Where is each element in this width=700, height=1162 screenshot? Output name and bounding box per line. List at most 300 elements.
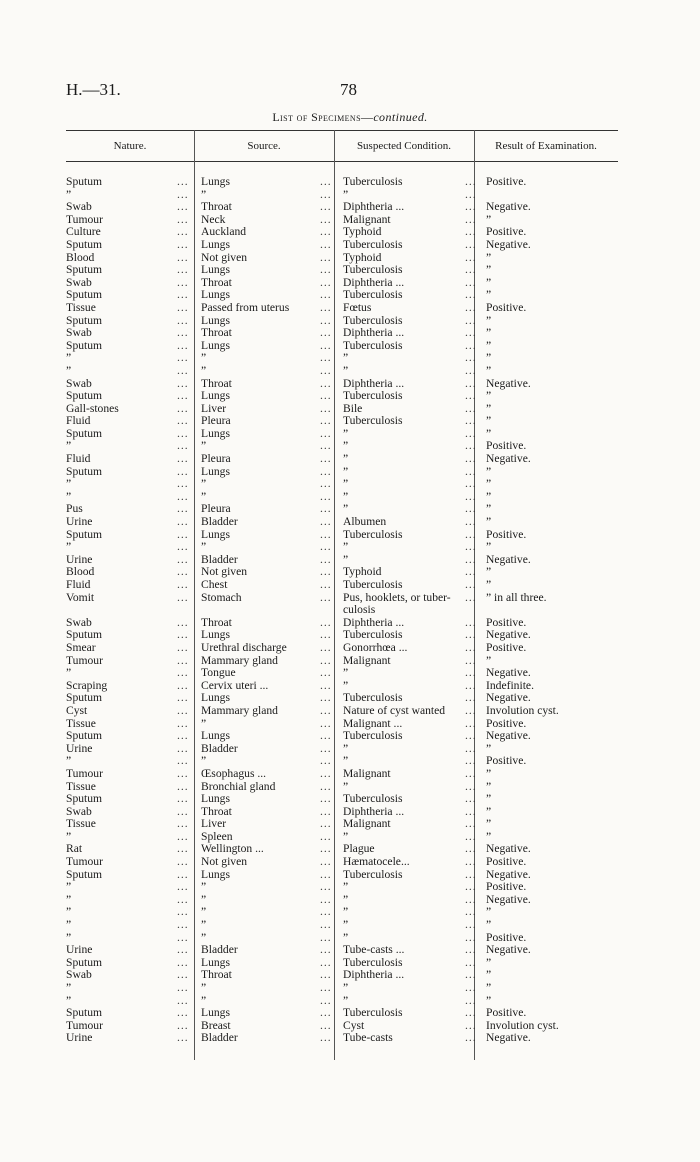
leader-dots: ... (177, 729, 189, 743)
nature-cell: Swab (66, 804, 92, 818)
nature-cell: Sputum (66, 313, 103, 327)
result-cell: Positive. (486, 175, 527, 188)
condition-cell: Fœtus (343, 300, 372, 314)
condition-cell: Tuberculosis (343, 338, 403, 352)
leader-dots: ... (465, 175, 477, 188)
condition-cell: Malignant ... (343, 716, 403, 730)
leader-dots: ... (320, 175, 332, 188)
result-cell: ” (486, 918, 492, 932)
result-cell: Negative. (486, 628, 531, 642)
source-cell: Liver (201, 401, 227, 415)
source-cell: Chest (201, 578, 228, 591)
leader-dots: ... (177, 439, 189, 453)
leader-dots: ... (177, 955, 189, 969)
result-cell: ” (486, 275, 492, 289)
leader-dots: ... (177, 892, 189, 906)
source-cell: Lungs (201, 237, 230, 251)
nature-cell: Swab (66, 275, 92, 289)
nature-cell: Sputum (66, 867, 103, 881)
leader-dots: ... (465, 552, 477, 566)
source-cell: ” (201, 540, 207, 554)
result-cell: ” (486, 212, 492, 226)
nature-cell: Urine (66, 515, 93, 529)
source-cell: Bladder (201, 943, 238, 957)
result-cell: Positive. (486, 880, 527, 894)
leader-dots: ... (177, 918, 189, 932)
leader-dots: ... (177, 212, 189, 226)
source-cell: ” (201, 363, 207, 377)
condition-cell: Albumen (343, 515, 387, 529)
leader-dots: ... (320, 981, 332, 994)
source-cell: Lungs (201, 263, 230, 277)
leader-dots: ... (320, 943, 332, 957)
result-cell: Positive. (486, 300, 527, 314)
leader-dots: ... (177, 288, 189, 302)
nature-cell: Urine (66, 1031, 93, 1045)
nature-cell: Sputum (66, 792, 103, 806)
leader-dots: ... (177, 275, 189, 289)
result-cell: ” (486, 263, 492, 277)
nature-cell: Tissue (66, 817, 96, 831)
source-cell: Wellington ... (201, 842, 264, 856)
result-cell: ” (486, 250, 492, 264)
source-cell: Not given (201, 565, 248, 579)
leader-dots: ... (465, 363, 477, 377)
leader-dots: ... (177, 452, 189, 466)
leader-dots: ... (465, 703, 477, 717)
source-cell: Lungs (201, 1006, 230, 1020)
nature-cell: Sputum (66, 1006, 103, 1020)
leader-dots: ... (465, 905, 477, 919)
leader-dots: ... (465, 1031, 477, 1045)
leader-dots: ... (177, 842, 189, 856)
leader-dots: ... (320, 313, 332, 327)
leader-dots: ... (465, 225, 477, 239)
leader-dots: ... (177, 376, 189, 390)
nature-cell: ” (66, 905, 72, 919)
leader-dots: ... (177, 414, 189, 428)
leader-dots: ... (465, 275, 477, 289)
nature-cell: Swab (66, 200, 92, 214)
leader-dots: ... (320, 414, 332, 428)
leader-dots: ... (177, 515, 189, 529)
leader-dots: ... (177, 338, 189, 352)
leader-dots: ... (177, 779, 189, 793)
condition-cell: Tuberculosis (343, 867, 403, 881)
condition-cell: Plague (343, 842, 375, 856)
leader-dots: ... (177, 237, 189, 251)
leader-dots: ... (320, 565, 332, 579)
result-cell: ” (486, 766, 492, 780)
table-row (0, 944, 700, 957)
leader-dots: ... (465, 527, 477, 541)
leader-dots: ... (177, 1031, 189, 1045)
leader-dots: ... (320, 389, 332, 403)
table-row (0, 239, 700, 252)
condition-cell: Tuberculosis (343, 691, 403, 705)
leader-dots: ... (465, 729, 477, 743)
nature-cell: Fluid (66, 414, 91, 428)
condition-cell: ” (343, 489, 349, 503)
leader-dots: ... (465, 817, 477, 831)
leader-dots: ... (177, 703, 189, 717)
leader-dots: ... (320, 300, 332, 314)
nature-cell: Tissue (66, 779, 96, 793)
nature-cell: ” (66, 187, 72, 201)
result-cell: Positive. (486, 439, 527, 453)
condition-cell: ” (343, 552, 349, 566)
leader-dots: ... (177, 552, 189, 566)
leader-dots: ... (320, 275, 332, 289)
leader-dots: ... (465, 351, 477, 365)
result-cell: ” (486, 804, 492, 818)
nature-cell: Sputum (66, 237, 103, 251)
source-cell: Liver (201, 817, 227, 831)
table-row (0, 529, 700, 542)
result-cell: ” (486, 981, 492, 994)
leader-dots: ... (177, 175, 189, 188)
table-row (0, 856, 700, 869)
table-row (0, 491, 700, 504)
table-row (0, 743, 700, 756)
table-row (0, 894, 700, 907)
source-cell: Urethral discharge (201, 640, 287, 654)
leader-dots: ... (320, 540, 332, 554)
leader-dots: ... (320, 263, 332, 277)
leader-dots: ... (177, 1018, 189, 1032)
leader-dots: ... (320, 892, 332, 906)
source-cell: ” (201, 993, 207, 1007)
leader-dots: ... (320, 691, 332, 705)
leader-dots: ... (177, 968, 189, 982)
leader-dots: ... (177, 880, 189, 894)
result-cell: Positive. (486, 716, 527, 730)
leader-dots: ... (320, 842, 332, 856)
nature-cell: Fluid (66, 578, 91, 591)
nature-cell: Tissue (66, 716, 96, 730)
nature-cell: ” (66, 918, 72, 932)
result-cell: Positive. (486, 615, 527, 629)
leader-dots: ... (177, 615, 189, 629)
specimen-table-body (0, 176, 700, 1045)
source-cell: ” (201, 880, 207, 894)
leader-dots: ... (320, 250, 332, 264)
table-row (0, 818, 700, 831)
column-header-suspected-condition: Suspected Condition. (356, 140, 452, 152)
leader-dots: ... (320, 1006, 332, 1020)
leader-dots: ... (465, 930, 477, 944)
result-cell: ” (486, 540, 492, 554)
condition-cell: Diphtheria ... (343, 968, 405, 982)
source-cell: Not given (201, 250, 248, 264)
table-row (0, 919, 700, 932)
source-cell: Bladder (201, 552, 238, 566)
source-cell: Throat (201, 376, 232, 390)
nature-cell: Tissue (66, 300, 96, 314)
table-row (0, 541, 700, 554)
leader-dots: ... (465, 540, 477, 554)
nature-cell: Urine (66, 741, 93, 755)
leader-dots: ... (320, 729, 332, 743)
list-title-continued: continued. (373, 110, 428, 124)
leader-dots: ... (465, 880, 477, 894)
source-cell: ” (201, 892, 207, 906)
condition-cell: ” (343, 779, 349, 793)
source-cell: Throat (201, 804, 232, 818)
table-row (0, 201, 700, 214)
result-cell: Positive. (486, 640, 527, 654)
condition-cell: ” (343, 741, 349, 755)
leader-dots: ... (465, 502, 477, 516)
nature-cell: Sputum (66, 628, 103, 642)
leader-dots: ... (320, 653, 332, 667)
condition-cell: ” (343, 187, 349, 201)
condition-cell: Typhoid (343, 250, 382, 264)
result-cell: Negative. (486, 943, 531, 957)
leader-dots: ... (177, 313, 189, 327)
leader-dots: ... (320, 1018, 332, 1032)
leader-dots: ... (465, 741, 477, 755)
leader-dots: ... (465, 338, 477, 352)
leader-dots: ... (320, 968, 332, 982)
source-cell: Cervix uteri ... (201, 678, 269, 692)
condition-cell: Tuberculosis (343, 955, 403, 969)
source-cell: Bronchial gland (201, 779, 276, 793)
source-cell: ” (201, 477, 207, 491)
table-row (0, 982, 700, 995)
leader-dots: ... (465, 1018, 477, 1032)
source-cell: Mammary gland (201, 703, 278, 717)
leader-dots: ... (320, 338, 332, 352)
source-cell: Œsophagus ... (201, 766, 267, 780)
source-cell: ” (201, 981, 207, 994)
leader-dots: ... (320, 552, 332, 566)
leader-dots: ... (177, 225, 189, 239)
result-cell: ” (486, 817, 492, 831)
leader-dots: ... (465, 842, 477, 856)
condition-cell: Malignant (343, 212, 391, 226)
leader-dots: ... (177, 502, 189, 516)
condition-cell: Tuberculosis (343, 263, 403, 277)
result-cell: ” (486, 389, 492, 403)
condition-cell: culosis (343, 603, 376, 617)
nature-cell: Sputum (66, 426, 103, 440)
condition-cell: Typhoid (343, 565, 382, 579)
leader-dots: ... (177, 804, 189, 818)
nature-cell: ” (66, 930, 72, 944)
leader-dots: ... (465, 489, 477, 503)
condition-cell: Tuberculosis (343, 792, 403, 806)
leader-dots: ... (177, 527, 189, 541)
nature-cell: Vomit (66, 590, 95, 604)
nature-cell: Swab (66, 376, 92, 390)
source-cell: Lungs (201, 338, 230, 352)
source-cell: Lungs (201, 691, 230, 705)
result-cell: ” (486, 288, 492, 302)
condition-cell: Gonorrhœa ... (343, 640, 408, 654)
leader-dots: ... (465, 666, 477, 680)
leader-dots: ... (465, 326, 477, 340)
source-cell: Lungs (201, 527, 230, 541)
nature-cell: ” (66, 540, 72, 554)
leader-dots: ... (320, 200, 332, 214)
leader-dots: ... (465, 477, 477, 491)
source-cell: ” (201, 905, 207, 919)
result-cell: Indefinite. (486, 678, 534, 692)
nature-cell: Rat (66, 842, 83, 856)
table-row (0, 478, 700, 491)
condition-cell: ” (343, 363, 349, 377)
condition-cell: Tuberculosis (343, 414, 403, 428)
nature-cell: Tumour (66, 1018, 103, 1032)
leader-dots: ... (465, 981, 477, 994)
leader-dots: ... (320, 578, 332, 591)
nature-cell: ” (66, 477, 72, 491)
leader-dots: ... (177, 754, 189, 768)
leader-dots: ... (320, 439, 332, 453)
leader-dots: ... (320, 187, 332, 201)
table-row (0, 906, 700, 919)
condition-cell: Nature of cyst wanted (343, 703, 446, 717)
nature-cell: Sputum (66, 464, 103, 478)
document-reference: H.—31. (66, 80, 121, 99)
result-cell: Negative. (486, 842, 531, 856)
nature-cell: Tumour (66, 212, 103, 226)
result-cell: ” (486, 653, 492, 667)
source-cell: Lungs (201, 867, 230, 881)
leader-dots: ... (177, 565, 189, 579)
leader-dots: ... (465, 628, 477, 642)
condition-cell: Tuberculosis (343, 527, 403, 541)
leader-dots: ... (320, 716, 332, 730)
table-row (0, 453, 700, 466)
nature-cell: Sputum (66, 288, 103, 302)
condition-cell: ” (343, 666, 349, 680)
condition-cell: Tuberculosis (343, 389, 403, 403)
table-row (0, 881, 700, 894)
leader-dots: ... (465, 678, 477, 692)
leader-dots: ... (320, 452, 332, 466)
leader-dots: ... (320, 628, 332, 642)
result-cell: ” (486, 489, 492, 503)
result-cell: ” (486, 578, 492, 591)
result-cell: ” (486, 565, 492, 579)
nature-cell: Urine (66, 552, 93, 566)
nature-cell: Sputum (66, 729, 103, 743)
table-row (0, 1032, 700, 1045)
leader-dots: ... (320, 817, 332, 831)
leader-dots: ... (177, 477, 189, 491)
nature-cell: ” (66, 981, 72, 994)
leader-dots: ... (320, 237, 332, 251)
source-cell: Lungs (201, 389, 230, 403)
leader-dots: ... (177, 930, 189, 944)
condition-cell: ” (343, 439, 349, 453)
nature-cell: ” (66, 892, 72, 906)
leader-dots: ... (465, 452, 477, 466)
result-cell: ” (486, 326, 492, 340)
table-row (0, 969, 700, 982)
nature-cell: Blood (66, 565, 95, 579)
column-header-nature: Nature. (113, 140, 147, 152)
leader-dots: ... (465, 565, 477, 579)
source-cell: ” (201, 930, 207, 944)
result-cell: ” (486, 502, 492, 516)
leader-dots: ... (320, 918, 332, 932)
nature-cell: ” (66, 829, 72, 843)
source-cell: Lungs (201, 175, 230, 188)
leader-dots: ... (177, 653, 189, 667)
condition-cell: ” (343, 678, 349, 692)
leader-dots: ... (320, 527, 332, 541)
leader-dots: ... (320, 401, 332, 415)
nature-cell: Cyst (66, 703, 88, 717)
leader-dots: ... (465, 212, 477, 226)
result-cell: Negative. (486, 691, 531, 705)
leader-dots: ... (320, 464, 332, 478)
nature-cell: Tumour (66, 653, 103, 667)
leader-dots: ... (320, 666, 332, 680)
leader-dots: ... (320, 855, 332, 869)
table-row (0, 705, 700, 718)
leader-dots: ... (465, 754, 477, 768)
table-row (0, 466, 700, 479)
condition-cell: Malignant (343, 766, 391, 780)
result-cell: Negative. (486, 200, 531, 214)
source-cell: Throat (201, 275, 232, 289)
condition-cell: ” (343, 540, 349, 554)
nature-cell: Smear (66, 640, 96, 654)
nature-cell: Swab (66, 615, 92, 629)
result-cell: ” (486, 426, 492, 440)
leader-dots: ... (465, 389, 477, 403)
column-header-source: Source. (247, 140, 281, 152)
result-cell: Negative. (486, 452, 531, 466)
leader-dots: ... (320, 351, 332, 365)
condition-cell: ” (343, 426, 349, 440)
result-cell: Negative. (486, 867, 531, 881)
leader-dots: ... (177, 716, 189, 730)
leader-dots: ... (177, 540, 189, 554)
leader-dots: ... (465, 288, 477, 302)
leader-dots: ... (465, 640, 477, 654)
condition-cell: ” (343, 452, 349, 466)
leader-dots: ... (177, 666, 189, 680)
result-cell: Negative. (486, 552, 531, 566)
table-row (0, 428, 700, 441)
leader-dots: ... (465, 515, 477, 529)
leader-dots: ... (320, 477, 332, 491)
nature-cell: Sputum (66, 263, 103, 277)
result-cell: ” (486, 313, 492, 327)
table-row (0, 516, 700, 529)
condition-cell: Diphtheria ... (343, 376, 405, 390)
leader-dots: ... (177, 363, 189, 377)
table-row (0, 793, 700, 806)
leader-dots: ... (177, 993, 189, 1007)
condition-cell: Tuberculosis (343, 628, 403, 642)
result-cell: ” (486, 968, 492, 982)
nature-cell: Tumour (66, 766, 103, 780)
result-cell: Negative. (486, 729, 531, 743)
condition-cell: Diphtheria ... (343, 615, 405, 629)
table-row (0, 579, 700, 592)
nature-cell: Sputum (66, 691, 103, 705)
leader-dots: ... (320, 225, 332, 239)
result-cell: ” (486, 401, 492, 415)
leader-dots: ... (465, 1006, 477, 1020)
leader-dots: ... (465, 590, 477, 604)
